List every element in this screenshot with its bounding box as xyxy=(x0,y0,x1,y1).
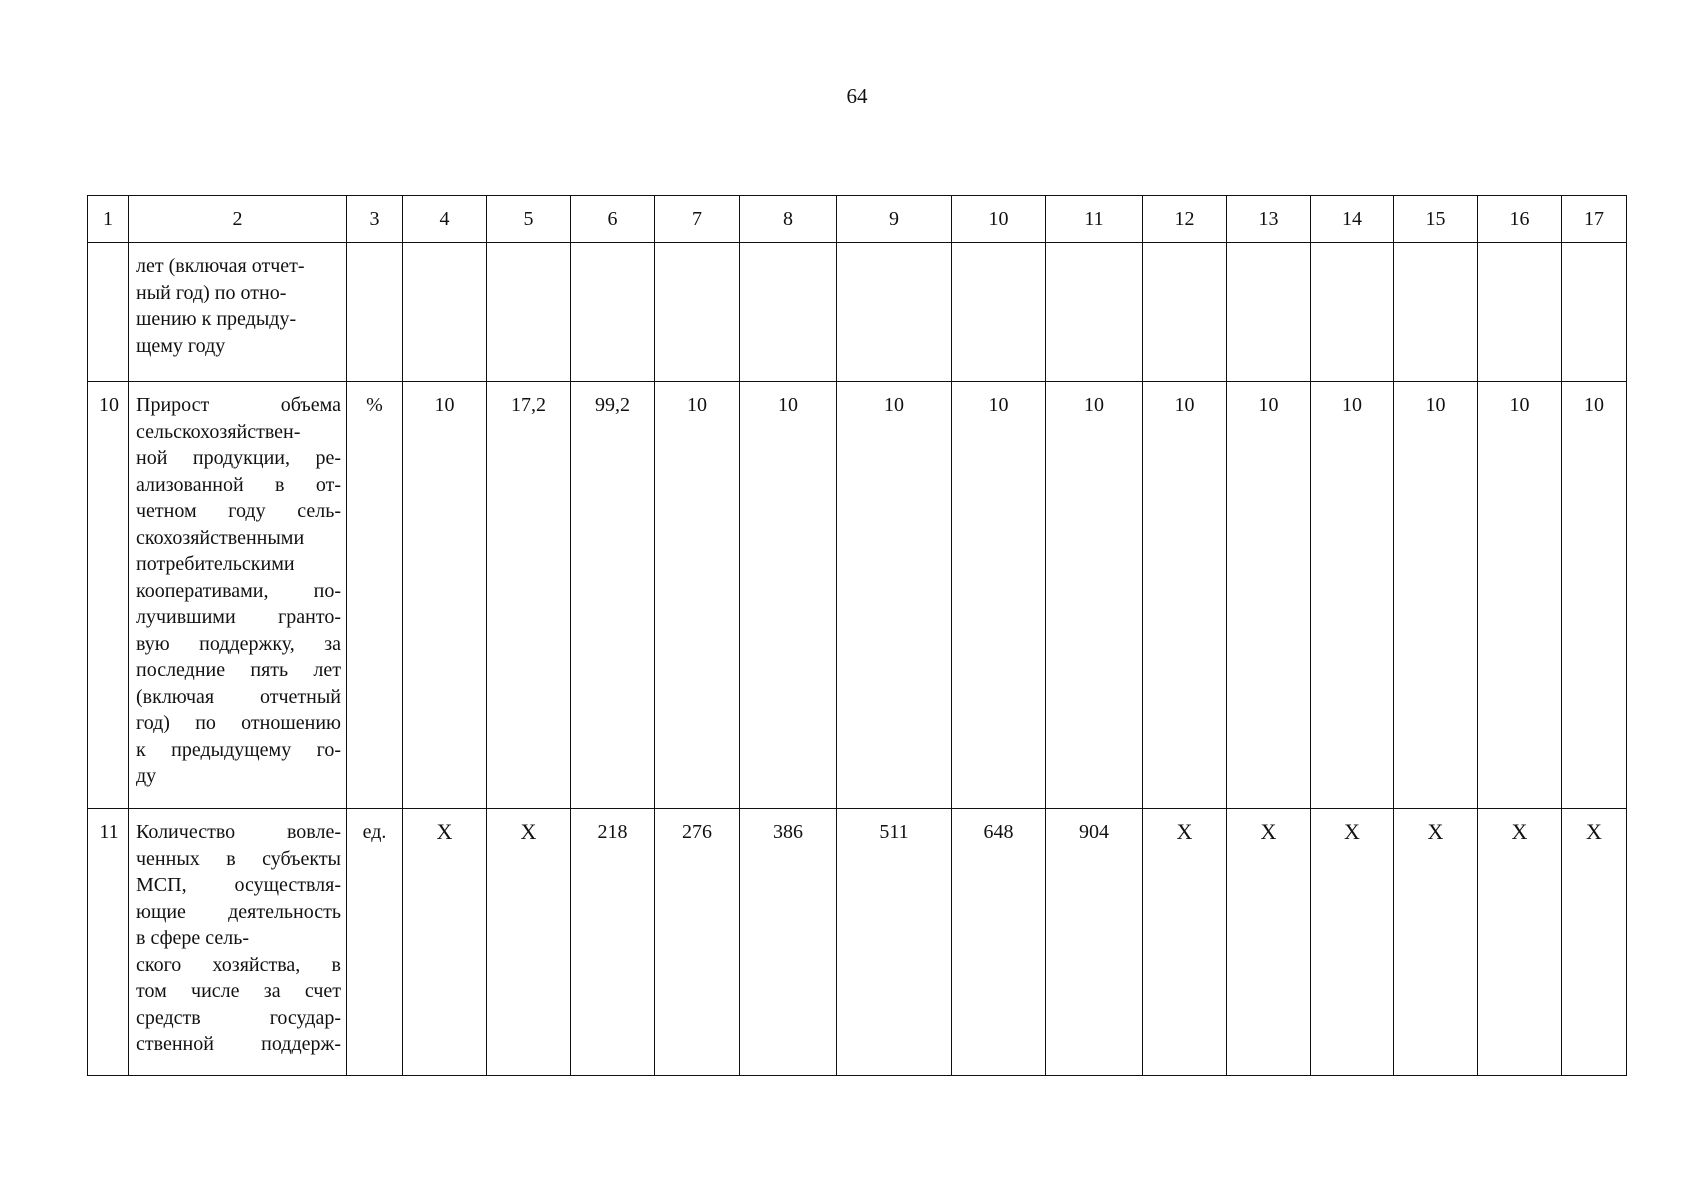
description-line: ского хозяйства, в xyxy=(136,953,341,976)
value-cell: 10 xyxy=(1394,382,1478,809)
description-line: последние пять лет xyxy=(136,659,341,681)
description-line: ной продукции, ре- xyxy=(136,447,341,469)
value-cell: 10 xyxy=(1143,382,1227,809)
column-header: 8 xyxy=(740,196,837,243)
table-row xyxy=(88,809,1627,1076)
value-cell xyxy=(1143,243,1227,382)
description-line: средств государ- xyxy=(136,1006,341,1029)
value-cell xyxy=(837,243,952,382)
value-cell: 17,2 xyxy=(487,382,571,809)
description-line: скохозяйственными xyxy=(136,526,305,549)
column-header: 16 xyxy=(1478,196,1562,243)
indicator-description xyxy=(129,243,347,382)
indicator-description xyxy=(129,382,347,809)
column-header: 17 xyxy=(1562,196,1627,243)
value-cell: 10 xyxy=(403,382,487,809)
value-cell: X xyxy=(487,809,571,1076)
value-cell xyxy=(1478,243,1562,382)
description-line: четном году сель- xyxy=(136,500,341,522)
value-cell: 10 xyxy=(1227,382,1311,809)
description-line: (включая отчетный xyxy=(136,685,341,708)
description-line: в сфере сель- xyxy=(136,927,250,949)
value-cell: X xyxy=(1478,809,1562,1076)
description-line: ченных в субъекты xyxy=(136,847,341,870)
column-header: 9 xyxy=(837,196,952,243)
description-line: щему году xyxy=(136,334,226,357)
description-line: шению к предыду- xyxy=(136,308,297,330)
description-line: Количество вовле- xyxy=(136,821,341,843)
value-cell: 10 xyxy=(1046,382,1143,809)
value-cell: 10 xyxy=(740,382,837,809)
unit-cell xyxy=(347,243,403,382)
value-cell xyxy=(403,243,487,382)
value-cell: 10 xyxy=(655,382,740,809)
description-line: лучившими гранто- xyxy=(136,606,341,628)
value-cell xyxy=(571,243,655,382)
value-cell: 386 xyxy=(740,809,837,1076)
value-cell: 10 xyxy=(1562,382,1627,809)
value-cell xyxy=(487,243,571,382)
value-cell: 10 xyxy=(1311,382,1394,809)
description-line: Прирост объема xyxy=(136,394,341,416)
column-header: 12 xyxy=(1143,196,1227,243)
unit-cell: % xyxy=(347,382,403,809)
value-cell xyxy=(740,243,837,382)
value-cell: X xyxy=(1394,809,1478,1076)
description-line: ализованной в от- xyxy=(136,473,341,496)
value-cell xyxy=(1311,243,1394,382)
value-cell: 99,2 xyxy=(571,382,655,809)
column-header: 10 xyxy=(952,196,1046,243)
value-cell: 511 xyxy=(837,809,952,1076)
table-row xyxy=(88,382,1627,809)
column-header: 7 xyxy=(655,196,740,243)
page-number: 64 xyxy=(846,84,868,108)
description-line: потребительскими xyxy=(136,553,295,575)
value-cell: 648 xyxy=(952,809,1046,1076)
column-header: 13 xyxy=(1227,196,1311,243)
column-header: 11 xyxy=(1046,196,1143,243)
description-line: том числе за счет xyxy=(136,980,341,1002)
column-header: 4 xyxy=(403,196,487,243)
column-header: 14 xyxy=(1311,196,1394,243)
column-header: 6 xyxy=(571,196,655,243)
column-header: 5 xyxy=(487,196,571,243)
description-line: вую поддержку, за xyxy=(136,632,341,655)
row-number: 11 xyxy=(88,809,129,1076)
value-cell: X xyxy=(1562,809,1627,1076)
value-cell xyxy=(952,243,1046,382)
column-header: 15 xyxy=(1394,196,1478,243)
indicator-description xyxy=(129,809,347,1076)
value-cell: 218 xyxy=(571,809,655,1076)
value-cell: 10 xyxy=(952,382,1046,809)
indicator-table xyxy=(87,195,1627,1076)
value-cell: X xyxy=(1311,809,1394,1076)
column-header: 3 xyxy=(347,196,403,243)
row-number xyxy=(88,243,129,382)
value-cell: 10 xyxy=(837,382,952,809)
description-line: ственной поддерж- xyxy=(136,1033,341,1055)
value-cell: X xyxy=(1227,809,1311,1076)
value-cell: X xyxy=(1143,809,1227,1076)
description-line: год) по отношению xyxy=(136,712,341,734)
description-line: ный год) по отно- xyxy=(136,281,287,304)
description-line: ющие деятельность xyxy=(136,900,341,923)
value-cell xyxy=(1046,243,1143,382)
description-line: сельскохозяйствен- xyxy=(136,420,301,443)
description-line: к предыдущему го- xyxy=(136,738,341,761)
row-number: 10 xyxy=(88,382,129,809)
column-number-row xyxy=(88,196,1627,243)
description-line: МСП, осуществля- xyxy=(136,874,341,896)
description-line: лет (включая отчет- xyxy=(136,255,305,277)
value-cell xyxy=(1394,243,1478,382)
column-header: 2 xyxy=(129,196,347,243)
table-row xyxy=(88,243,1627,382)
description-line: ду xyxy=(136,765,157,787)
value-cell: 10 xyxy=(1478,382,1562,809)
value-cell xyxy=(1227,243,1311,382)
unit-cell: ед. xyxy=(347,809,403,1076)
value-cell: X xyxy=(403,809,487,1076)
value-cell xyxy=(655,243,740,382)
value-cell xyxy=(1562,243,1627,382)
value-cell: 276 xyxy=(655,809,740,1076)
column-header: 1 xyxy=(88,196,129,243)
description-line: кооперативами, по- xyxy=(136,579,341,602)
value-cell: 904 xyxy=(1046,809,1143,1076)
